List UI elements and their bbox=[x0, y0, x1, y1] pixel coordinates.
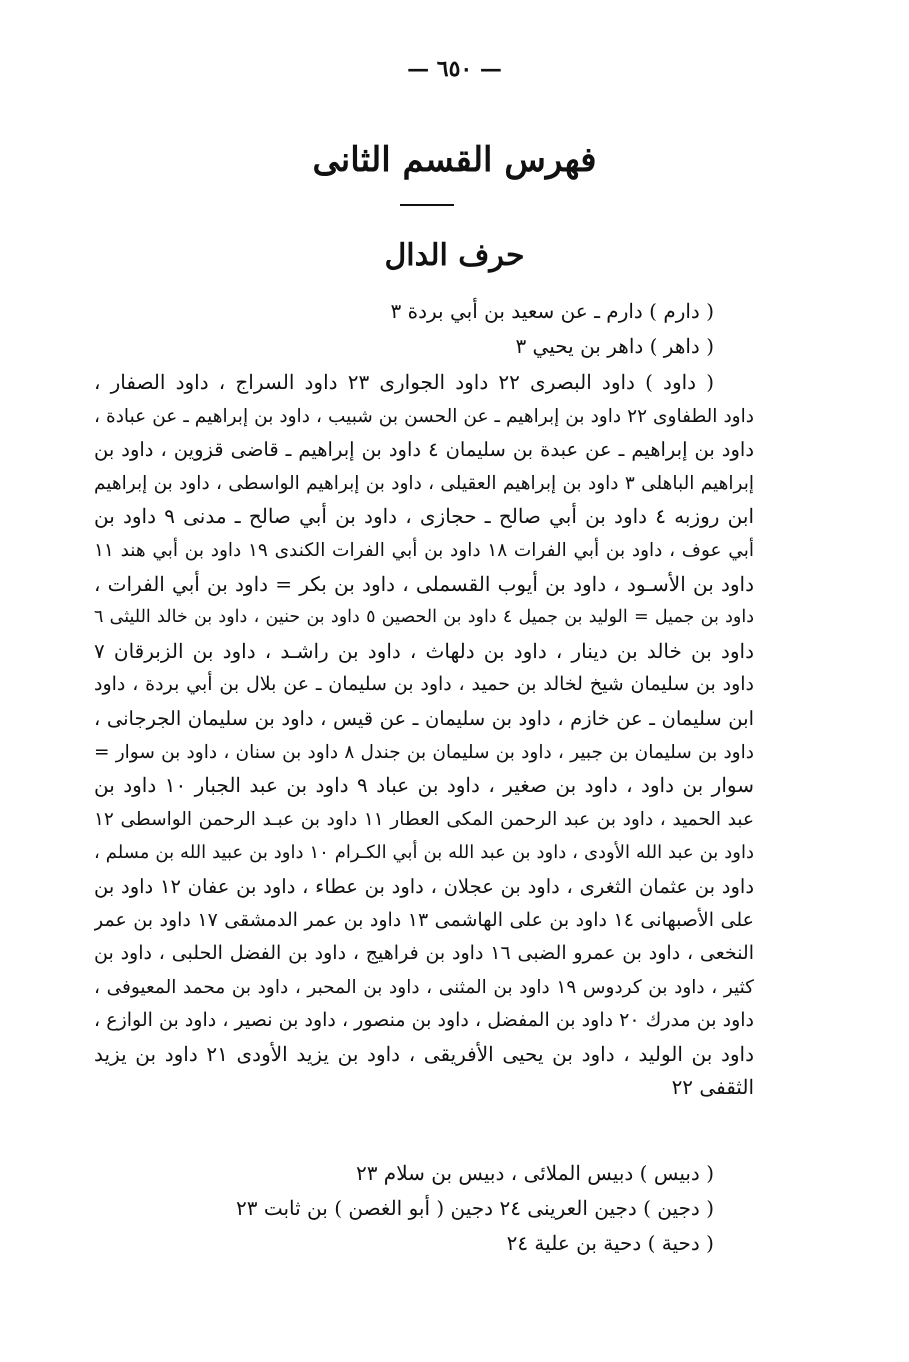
index-entry-dawud bbox=[94, 366, 754, 1105]
dawud-line: داود بن عبد الله الأودى ، داود بن عبد الله بن أبي الكـرام ١٠ داود بن عبيد الله بن مسلم ، bbox=[94, 842, 754, 864]
index-entry-dahir: ( داهر ) داهر بن يحيي ٣ bbox=[515, 334, 714, 358]
index-entry-darim: ( دارم ) دارم ـ عن سعيد بن أبي بردة ٣ bbox=[390, 299, 714, 323]
dawud-line: داود بن سليمان شيخ لخالد بن حميد ، داود بن سليمان ـ عن بلال بن أبي بردة ، داود bbox=[94, 673, 754, 696]
dawud-line: داود بن جميل = الوليد بن جميل ٤ داود بن الحصين ٥ داود بن حنين ، داود بن خالد الليثى ٦ bbox=[94, 607, 754, 628]
index-entry-dubays: ( دبيس ) دبيس الملائى ، دبيس بن سلام ٢٣ bbox=[355, 1161, 714, 1185]
index-entry-dihya: ( دحية ) دحية بن علية ٢٤ bbox=[506, 1231, 714, 1255]
dawud-line: داود بن الأسـود ، داود بن أيوب القسملى ، داود بن بكر = داود بن أبي الفرات ، bbox=[94, 571, 754, 596]
dawud-line: عبد الحميد ، داود بن عبد الرحمن المكى العطار ١١ داود بن عبـد الرحمن الواسطى ١٢ bbox=[94, 808, 754, 830]
dawud-line: الثقفى ٢٢ bbox=[671, 1075, 754, 1100]
dawud-line: على الأصبهانى ١٤ داود بن على الهاشمى ١٣ داود بن عمر الدمشقى ١٧ داود بن عمر bbox=[94, 908, 754, 931]
dawud-line: داود بن خالد بن دينار ، داود بن دلهاث ، داود بن راشـد ، داود بن الزبرقان ٧ bbox=[94, 638, 754, 663]
index-entry-dujayn: ( دجين ) دجين العرينى ٢٤ دجين ( أبو الغصن ) بن ثابت ٢٣ bbox=[235, 1196, 714, 1220]
dawud-line: ( داود ) داود البصرى ٢٢ داود الجوارى ٢٣ داود السراج ، داود الصفار ، bbox=[94, 370, 715, 394]
dawud-line: داود بن عثمان الثغرى ، داود بن عجلان ، داود بن عطاء ، داود بن عفان ١٢ داود بن bbox=[94, 874, 754, 898]
dawud-line: داود الطفاوى ٢٢ داود بن إبراهيم ـ عن الحسن بن شبيب ، داود بن إبراهيم ـ عن عبادة ، bbox=[94, 405, 754, 427]
dawud-line: ابن سليمان ـ عن خازم ، داود بن سليمان ـ عن قيس ، داود بن سليمان الجرجانى ، bbox=[94, 706, 754, 730]
dawud-line: داود بن مدرك ٢٠ داود بن المفضل ، داود بن منصور ، داود بن نصير ، داود بن الوازع ، bbox=[94, 1009, 754, 1032]
dawud-line: داود بن سليمان بن جبير ، داود بن سليمان بن جندل ٨ داود بن سنان ، داود بن سوار = bbox=[94, 741, 754, 763]
page-number: — ٦٥٠ — bbox=[407, 56, 502, 82]
dawud-line: النخعى ، داود بن عمرو الضبى ١٦ داود بن فراهيج ، داود بن الفضل الحلبى ، داود بن bbox=[94, 942, 754, 965]
dawud-line: أبي عوف ، داود بن أبي الفرات ١٨ داود بن أبي الفرات الكندى ١٩ داود بن أبي هند ١١ bbox=[94, 539, 754, 561]
dawud-line: إبراهيم الباهلى ٣ داود بن إبراهيم العقيلى ، داود بن إبراهيم الواسطى ، داود بن إبراهيم bbox=[94, 472, 754, 494]
dawud-line: ابن روزبه ٤ داود بن أبي صالح ـ حجازى ، داود بن أبي صالح ـ مدنى ٩ داود بن bbox=[94, 504, 754, 529]
section-title: فهرس القسم الثانى bbox=[312, 140, 597, 180]
dawud-line: داود بن الوليد ، داود بن يحيى الأفريقى ، داود بن يزيد الأودى ٢١ داود بن يزيد bbox=[94, 1041, 754, 1066]
letter-heading: حرف الدال bbox=[384, 238, 525, 273]
dawud-line: سوار بن داود ، داود بن صغير ، داود بن عباد ٩ داود بن عبد الجبار ١٠ داود بن bbox=[94, 773, 754, 798]
dawud-line: داود بن إبراهيم ـ عن عبدة بن سليمان ٤ داود بن إبراهيم ـ قاضى قزوين ، داود بن bbox=[94, 438, 754, 462]
dawud-line: كثير ، داود بن كردوس ١٩ داود بن المثنى ، داود بن المحبر ، داود بن محمد المعيوفى ، bbox=[94, 976, 754, 998]
title-divider bbox=[400, 204, 454, 206]
